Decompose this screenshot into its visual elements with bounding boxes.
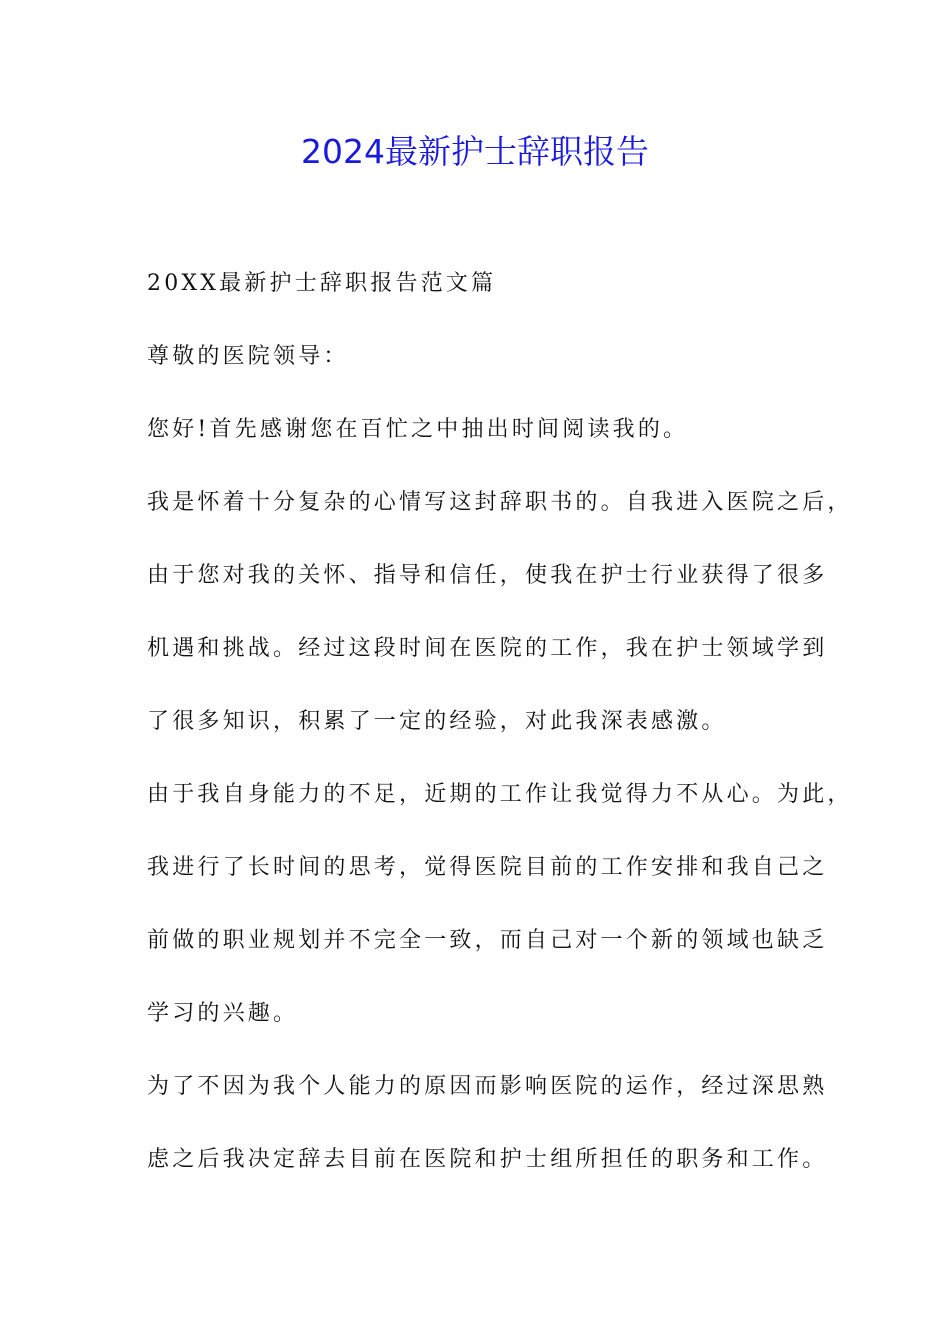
document-body [147, 260, 853, 1209]
body-line: 由于我自身能力的不足，近期的工作让我觉得力不从心。为此， [147, 782, 853, 807]
document-title: 2024最新护士辞职报告 [301, 132, 649, 171]
body-line: 前做的职业规划并不完全一致，而自己对一个新的领域也缺乏 [147, 928, 828, 953]
body-line: 20XX最新护士辞职报告范文篇 [147, 271, 497, 296]
body-line: 机遇和挑战。经过这段时间在医院的工作，我在护士领域学到 [147, 636, 828, 661]
body-line: 由于您对我的关怀、指导和信任，使我在护士行业获得了很多 [147, 563, 828, 588]
body-line: 我进行了长时间的思考，觉得医院目前的工作安排和我自己之 [147, 855, 828, 880]
body-line: 我是怀着十分复杂的心情写这封辞职书的。自我进入医院之后， [147, 490, 853, 515]
body-line: 您好!首先感谢您在百忙之中抽出时间阅读我的。 [147, 417, 689, 442]
body-line: 尊敬的医院领导： [147, 344, 349, 369]
body-line: 了很多知识，积累了一定的经验，对此我深表感激。 [147, 709, 727, 734]
body-line: 虑之后我决定辞去目前在医院和护士组所担任的职务和工作。 [147, 1147, 828, 1172]
body-line: 学习的兴趣。 [147, 1001, 299, 1026]
body-line: 为了不因为我个人能力的原因而影响医院的运作，经过深思熟 [147, 1074, 828, 1099]
